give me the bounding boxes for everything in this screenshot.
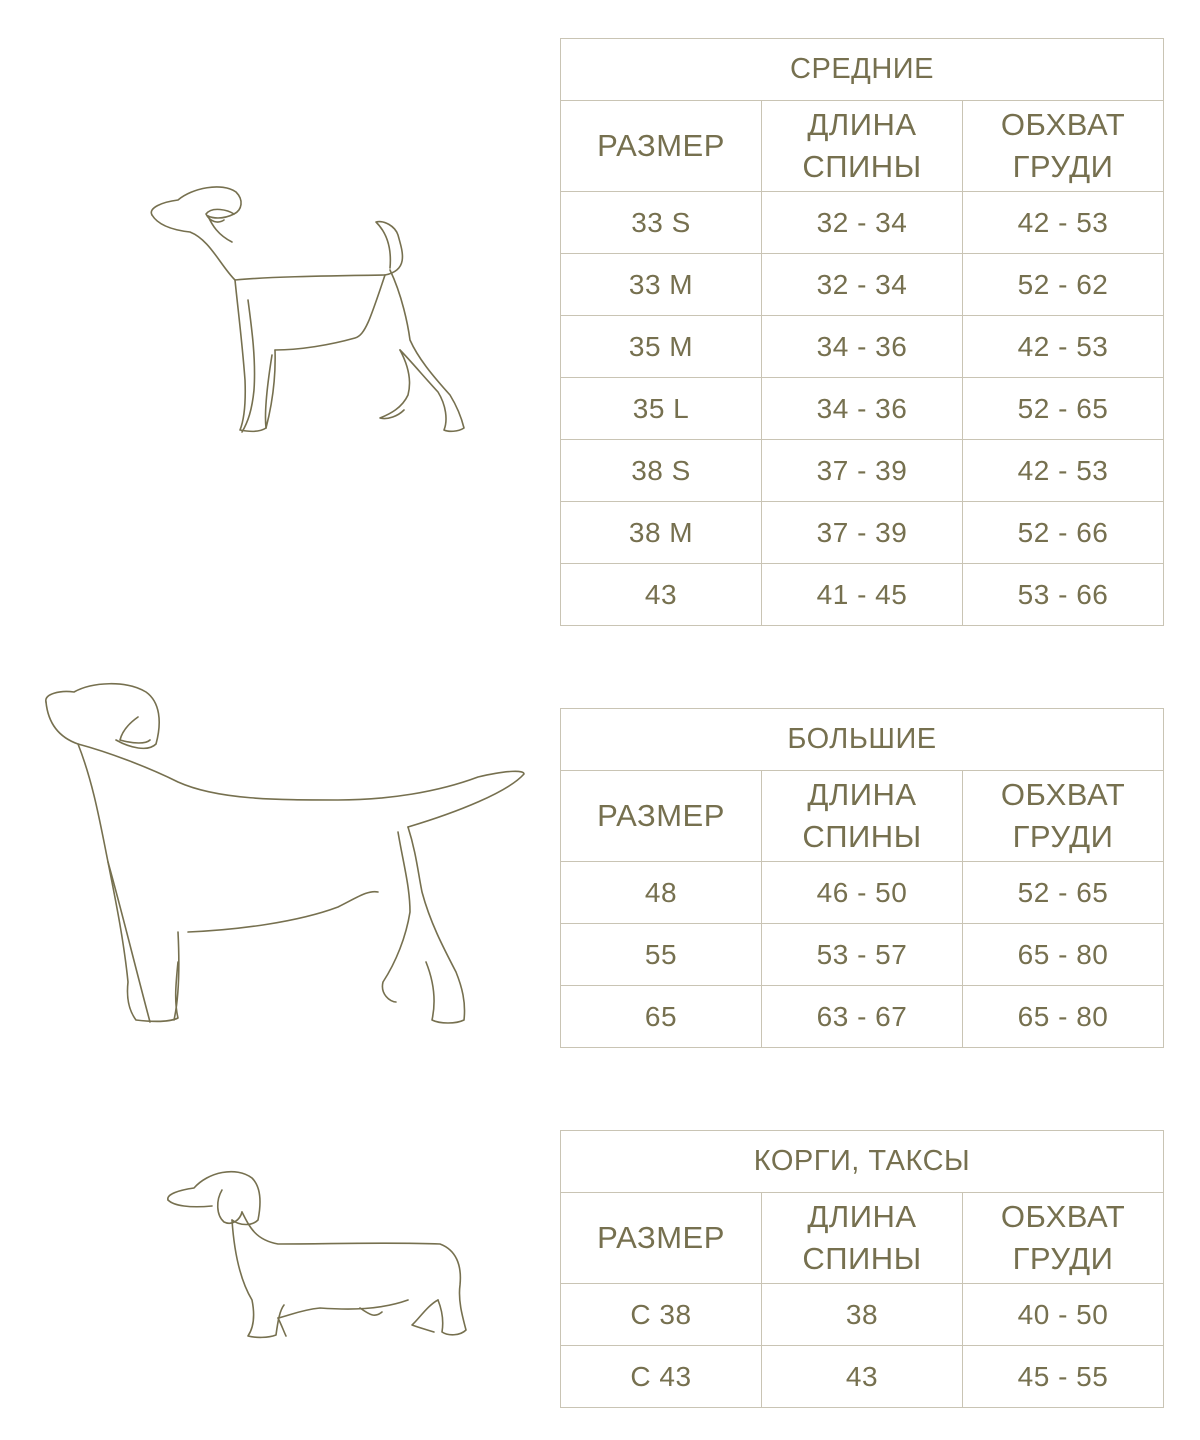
cell-size: С 43 xyxy=(561,1346,762,1408)
cell-chest-girth: 42 - 53 xyxy=(963,440,1164,502)
large-dog-icon xyxy=(38,682,538,1037)
cell-size: 65 xyxy=(561,986,762,1048)
table-title: КОРГИ, ТАКСЫ xyxy=(561,1131,1164,1193)
table-row xyxy=(561,378,1164,440)
cell-chest-girth: 42 - 53 xyxy=(963,316,1164,378)
large-size-table xyxy=(560,708,1164,1048)
cell-size: 55 xyxy=(561,924,762,986)
cell-size: 38 S xyxy=(561,440,762,502)
cell-size: 48 xyxy=(561,862,762,924)
cell-size: С 38 xyxy=(561,1284,762,1346)
cell-chest-girth: 52 - 62 xyxy=(963,254,1164,316)
cell-back-length: 34 - 36 xyxy=(762,378,963,440)
cell-chest-girth: 52 - 66 xyxy=(963,502,1164,564)
cell-chest-girth: 42 - 53 xyxy=(963,192,1164,254)
table-row xyxy=(561,1346,1164,1408)
dachshund-icon xyxy=(160,1160,480,1350)
cell-chest-girth: 53 - 66 xyxy=(963,564,1164,626)
header-size: РАЗМЕР xyxy=(561,771,762,862)
header-chest-girth: ОБХВАТ ГРУДИ xyxy=(963,1193,1164,1284)
cell-back-length: 38 xyxy=(762,1284,963,1346)
cell-back-length: 34 - 36 xyxy=(762,316,963,378)
cell-chest-girth: 65 - 80 xyxy=(963,986,1164,1048)
cell-size: 33 M xyxy=(561,254,762,316)
cell-back-length: 53 - 57 xyxy=(762,924,963,986)
table-row xyxy=(561,192,1164,254)
cell-chest-girth: 65 - 80 xyxy=(963,924,1164,986)
cell-back-length: 43 xyxy=(762,1346,963,1408)
table-row xyxy=(561,440,1164,502)
header-back-length: ДЛИНА СПИНЫ xyxy=(762,101,963,192)
cell-back-length: 37 - 39 xyxy=(762,440,963,502)
table-row xyxy=(561,316,1164,378)
table-row xyxy=(561,862,1164,924)
header-size: РАЗМЕР xyxy=(561,101,762,192)
table-title: БОЛЬШИЕ xyxy=(561,709,1164,771)
cell-size: 38 M xyxy=(561,502,762,564)
table-row xyxy=(561,986,1164,1048)
cell-back-length: 46 - 50 xyxy=(762,862,963,924)
table-row xyxy=(561,502,1164,564)
table-row xyxy=(561,254,1164,316)
header-size: РАЗМЕР xyxy=(561,1193,762,1284)
cell-size: 35 M xyxy=(561,316,762,378)
corgi-size-table xyxy=(560,1130,1164,1408)
medium-dog-icon xyxy=(140,180,480,445)
table-row xyxy=(561,1284,1164,1346)
header-chest-girth: ОБХВАТ ГРУДИ xyxy=(963,771,1164,862)
cell-size: 33 S xyxy=(561,192,762,254)
cell-chest-girth: 40 - 50 xyxy=(963,1284,1164,1346)
cell-back-length: 37 - 39 xyxy=(762,502,963,564)
cell-size: 35 L xyxy=(561,378,762,440)
cell-back-length: 41 - 45 xyxy=(762,564,963,626)
table-row xyxy=(561,924,1164,986)
cell-chest-girth: 52 - 65 xyxy=(963,378,1164,440)
cell-chest-girth: 52 - 65 xyxy=(963,862,1164,924)
table-title: СРЕДНИЕ xyxy=(561,39,1164,101)
cell-chest-girth: 45 - 55 xyxy=(963,1346,1164,1408)
cell-back-length: 63 - 67 xyxy=(762,986,963,1048)
header-chest-girth: ОБХВАТ ГРУДИ xyxy=(963,101,1164,192)
medium-size-table xyxy=(560,38,1164,626)
cell-back-length: 32 - 34 xyxy=(762,254,963,316)
table-row xyxy=(561,564,1164,626)
cell-back-length: 32 - 34 xyxy=(762,192,963,254)
cell-size: 43 xyxy=(561,564,762,626)
header-back-length: ДЛИНА СПИНЫ xyxy=(762,771,963,862)
header-back-length: ДЛИНА СПИНЫ xyxy=(762,1193,963,1284)
